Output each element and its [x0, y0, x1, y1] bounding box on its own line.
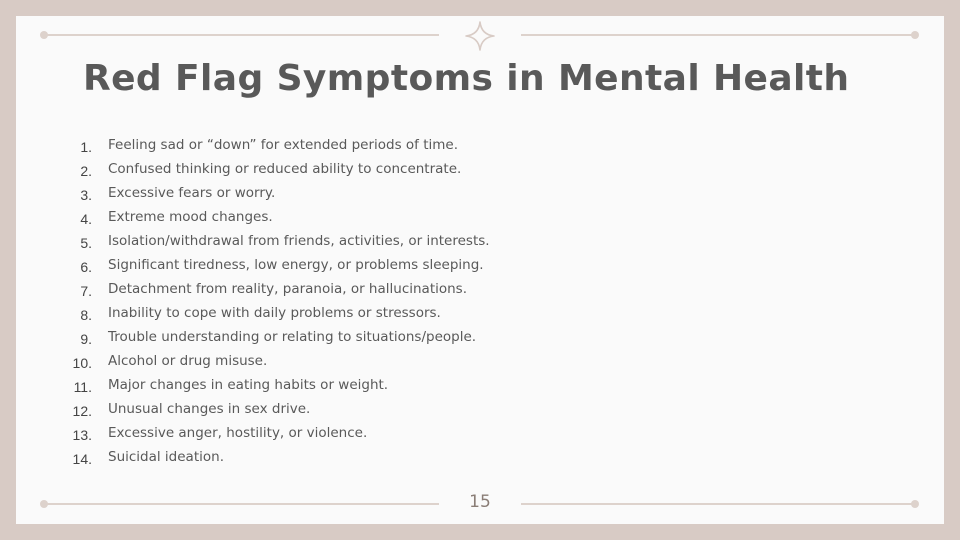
slide — [16, 16, 944, 524]
list-item — [66, 133, 490, 157]
list-item — [66, 397, 490, 421]
list-item-number: 7. — [80, 283, 92, 299]
list-item-number: 11. — [73, 379, 92, 395]
list-item-number: 6. — [80, 259, 92, 275]
list-item — [66, 181, 490, 205]
list-item-text: Feeling sad or “down” for extended periods of time. — [108, 137, 459, 153]
list-item — [66, 229, 490, 253]
list-item-text: Inability to cope with daily problems or stressors. — [108, 305, 441, 321]
four-point-star-icon — [465, 21, 495, 51]
top-right-dot — [911, 31, 919, 39]
list-item — [66, 445, 490, 469]
list-item — [66, 373, 490, 397]
top-left-rule — [44, 34, 439, 36]
list-item-number: 1. — [80, 139, 92, 155]
list-item-number: 5. — [80, 235, 92, 251]
list-item-number: 14. — [72, 451, 92, 467]
list-item-text: Detachment from reality, paranoia, or hallucinations. — [108, 281, 468, 297]
list-item-text: Extreme mood changes. — [108, 209, 273, 225]
list-item-text: Confused thinking or reduced ability to concentrate. — [108, 161, 462, 177]
symptom-list — [66, 133, 490, 469]
list-item-text: Trouble understanding or relating to situations/people. — [108, 329, 477, 345]
list-item — [66, 157, 490, 181]
slide-title: Red Flag Symptoms in Mental Health — [83, 58, 850, 99]
list-item — [66, 205, 490, 229]
bottom-right-dot — [911, 500, 919, 508]
list-item-text: Alcohol or drug misuse. — [108, 353, 268, 369]
list-item-number: 4. — [80, 211, 92, 227]
list-item-text: Excessive fears or worry. — [108, 185, 276, 201]
top-right-rule — [521, 34, 915, 36]
list-item-text: Major changes in eating habits or weight. — [108, 377, 389, 393]
list-item-number: 3. — [80, 187, 92, 203]
page-number: 15 — [469, 492, 491, 512]
list-item — [66, 301, 490, 325]
list-item-number: 12. — [72, 403, 92, 419]
bottom-left-rule — [44, 503, 439, 505]
list-item-number: 8. — [80, 307, 92, 323]
list-item — [66, 349, 490, 373]
list-item-number: 2. — [80, 163, 92, 179]
list-item-text: Isolation/withdrawal from friends, activities, or interests. — [108, 233, 490, 249]
list-item — [66, 325, 490, 349]
list-item-text: Unusual changes in sex drive. — [108, 401, 311, 417]
list-item — [66, 277, 490, 301]
list-item-text: Excessive anger, hostility, or violence. — [108, 425, 368, 441]
list-item-number: 13. — [72, 427, 92, 443]
list-item — [66, 253, 490, 277]
list-item-text: Significant tiredness, low energy, or problems sleeping. — [108, 257, 484, 273]
list-item-text: Suicidal ideation. — [108, 449, 224, 465]
list-item-number: 9. — [80, 331, 92, 347]
list-item-number: 10. — [72, 355, 92, 371]
bottom-right-rule — [521, 503, 915, 505]
list-item — [66, 421, 490, 445]
